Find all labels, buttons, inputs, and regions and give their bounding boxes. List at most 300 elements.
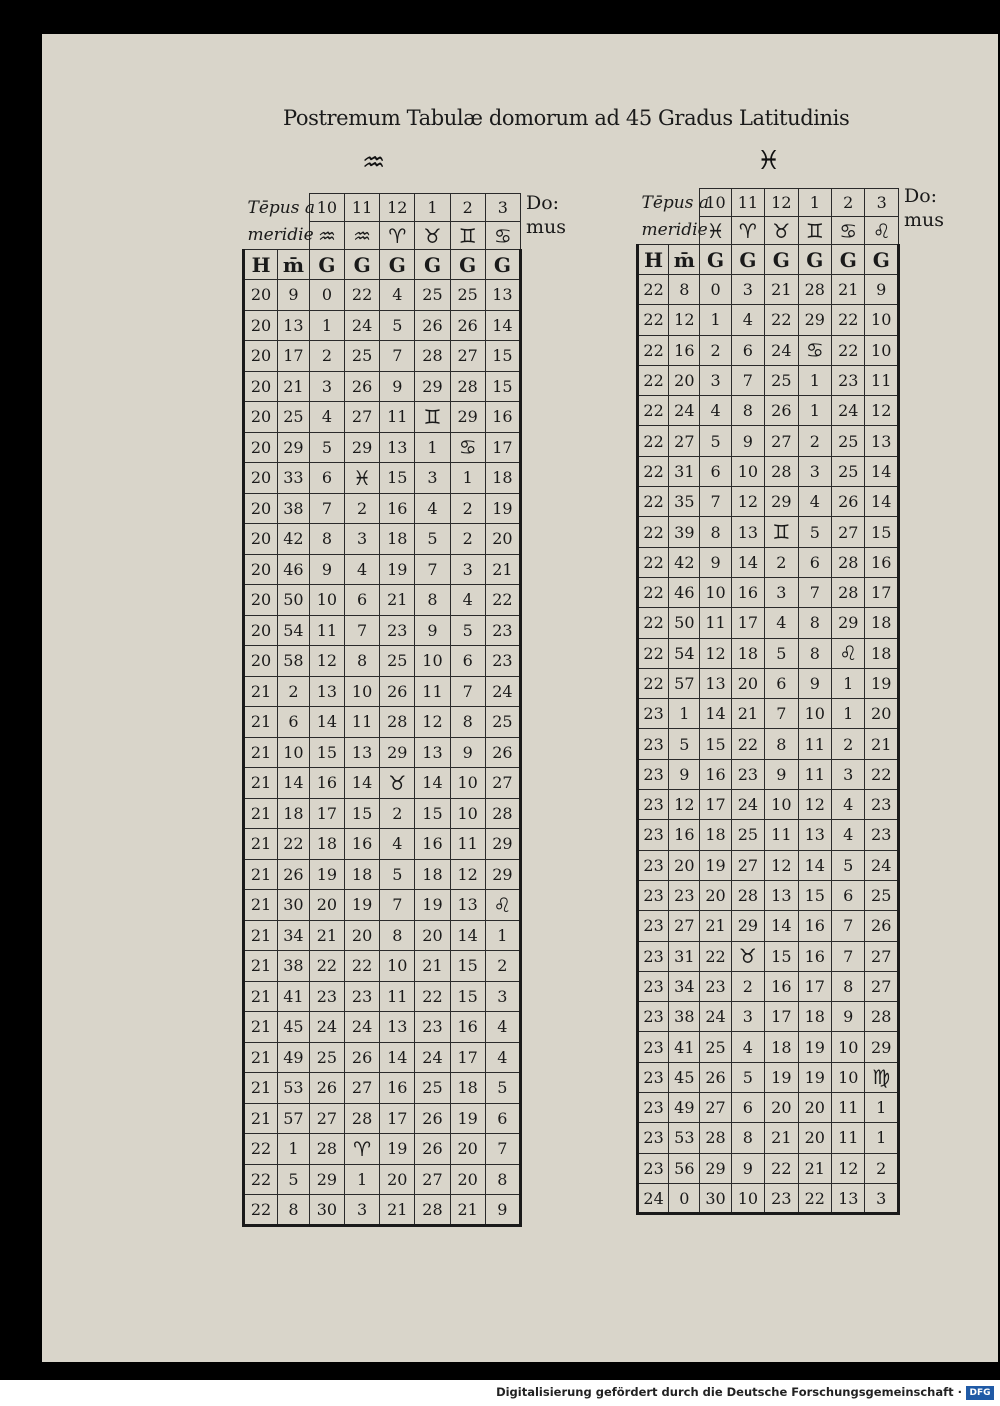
- zodiac-sign-cell: ♉: [415, 222, 450, 250]
- table-cell: 4: [415, 493, 450, 524]
- table-cell: 29: [798, 305, 831, 335]
- table-cell: 9: [832, 1002, 865, 1032]
- table-cell: 16: [380, 493, 415, 524]
- table-cell: 6: [345, 585, 380, 616]
- table-cell: 23: [638, 941, 669, 971]
- table-cell: 3: [485, 981, 520, 1012]
- table-cell: 45: [278, 1012, 310, 1043]
- table-cell: 16: [731, 577, 764, 607]
- table-cell: 12: [669, 790, 700, 820]
- table-cell: 2: [278, 676, 310, 707]
- table-cell: 20: [244, 280, 278, 311]
- table-cell: 23: [638, 1153, 669, 1183]
- table-cell: 13: [485, 280, 520, 311]
- table-row: [638, 729, 899, 759]
- table-cell: 24: [731, 790, 764, 820]
- table-cell: 22: [638, 547, 669, 577]
- table-cell: 22: [765, 1153, 798, 1183]
- table-cell: 22: [345, 951, 380, 982]
- table-cell: 22: [278, 829, 310, 860]
- table-row: [638, 1183, 899, 1213]
- table-cell: 28: [832, 577, 865, 607]
- table-cell: 2: [450, 493, 485, 524]
- table-cell: 23: [638, 699, 669, 729]
- table-cell: 14: [415, 768, 450, 799]
- table-cell: 8: [485, 1164, 520, 1195]
- table-cell: 3: [832, 759, 865, 789]
- table-cell: 22: [865, 759, 899, 789]
- table-cell: 8: [278, 1195, 310, 1226]
- zodiac-sign-cell: ♋: [832, 217, 865, 245]
- table-row: [244, 646, 521, 677]
- table-cell: 20: [669, 365, 700, 395]
- table-cell: 23: [485, 615, 520, 646]
- table-cell: 25: [415, 1073, 450, 1104]
- table-cell: 16: [798, 911, 831, 941]
- table-cell: 19: [309, 859, 344, 890]
- table-cell: 20: [244, 615, 278, 646]
- table-cell: 28: [450, 371, 485, 402]
- table-cell: 27: [700, 1093, 731, 1123]
- table-cell: 19: [450, 1103, 485, 1134]
- table-cell: 9: [865, 275, 899, 305]
- table-row: [638, 911, 899, 941]
- table-cell: 7: [415, 554, 450, 585]
- table-cell: 21: [485, 554, 520, 585]
- unit-header: G: [731, 245, 764, 275]
- table-cell: 5: [731, 1062, 764, 1092]
- table-cell: 2: [865, 1153, 899, 1183]
- table-row: [638, 1123, 899, 1153]
- table-cell: 29: [765, 487, 798, 517]
- unit-header: H: [244, 250, 278, 280]
- time-label: Tēpus a: [641, 192, 709, 213]
- table-cell: 28: [309, 1134, 344, 1165]
- table-cell: 27: [832, 517, 865, 547]
- table-cell: 15: [450, 951, 485, 982]
- table-cell: 46: [669, 577, 700, 607]
- table-cell: 23: [380, 615, 415, 646]
- table-row: [244, 1012, 521, 1043]
- table-cell: 20: [244, 493, 278, 524]
- table-row: [638, 1062, 899, 1092]
- table-cell: 0: [309, 280, 344, 311]
- table-cell: 28: [345, 1103, 380, 1134]
- table-cell: 7: [485, 1134, 520, 1165]
- table-cell: 23: [638, 1123, 669, 1153]
- table-cell: 9: [765, 759, 798, 789]
- table-cell: 18: [798, 1002, 831, 1032]
- table-cell: 16: [669, 820, 700, 850]
- table-cell: 1: [415, 432, 450, 463]
- house-number: 1: [415, 194, 450, 222]
- table-row: [638, 850, 899, 880]
- table-cell: 14: [380, 1042, 415, 1073]
- table-cell: 25: [485, 707, 520, 738]
- time-label: Tēpus a: [247, 197, 315, 218]
- house-table-right: [636, 188, 900, 1215]
- table-cell: 2: [485, 951, 520, 982]
- table-row: [638, 1032, 899, 1062]
- table-cell: 17: [765, 1002, 798, 1032]
- table-cell: 9: [450, 737, 485, 768]
- table-cell: 10: [865, 335, 899, 365]
- table-cell: 2: [832, 729, 865, 759]
- house-number: 12: [765, 189, 798, 217]
- table-row: [638, 487, 899, 517]
- table-cell: 27: [865, 941, 899, 971]
- table-cell: 7: [731, 365, 764, 395]
- table-row: [638, 517, 899, 547]
- table-cell: 9: [415, 615, 450, 646]
- table-cell: 0: [700, 275, 731, 305]
- table-row: [244, 890, 521, 921]
- table-cell: 8: [765, 729, 798, 759]
- table-row: [244, 1073, 521, 1104]
- table-cell: 39: [669, 517, 700, 547]
- table-cell: 41: [278, 981, 310, 1012]
- table-cell: 28: [485, 798, 520, 829]
- table-cell: 25: [278, 402, 310, 433]
- table-cell: 20: [244, 341, 278, 372]
- table-cell: 4: [832, 820, 865, 850]
- table-cell: 16: [669, 335, 700, 365]
- table-cell: 2: [731, 971, 764, 1001]
- table-cell: 49: [669, 1093, 700, 1123]
- table-cell: 9: [731, 426, 764, 456]
- table-cell: 2: [380, 798, 415, 829]
- table-cell: 11: [765, 820, 798, 850]
- table-cell: 8: [731, 1123, 764, 1153]
- table-row: [638, 396, 899, 426]
- table-row: [244, 920, 521, 951]
- table-cell: 20: [450, 1134, 485, 1165]
- table-cell: 20: [380, 1164, 415, 1195]
- table-cell: 22: [638, 608, 669, 638]
- table-row: [244, 798, 521, 829]
- table-cell: 20: [244, 402, 278, 433]
- domus-label-left: Do: mus: [526, 192, 567, 238]
- table-cell: 11: [309, 615, 344, 646]
- table-cell: 9: [485, 1195, 520, 1226]
- table-cell: 12: [865, 396, 899, 426]
- table-cell: 23: [638, 971, 669, 1001]
- table-cell: 20: [244, 463, 278, 494]
- table-cell: 30: [278, 890, 310, 921]
- table-cell: 2: [700, 335, 731, 365]
- table-cell: 20: [865, 699, 899, 729]
- table-cell: 21: [865, 729, 899, 759]
- table-cell: 1: [669, 699, 700, 729]
- table-cell: 21: [700, 911, 731, 941]
- aquarius-sign-heading: ♒: [362, 148, 386, 178]
- table-cell: 18: [380, 524, 415, 555]
- table-cell: 25: [731, 820, 764, 850]
- table-cell: 22: [309, 951, 344, 982]
- table-cell: 3: [415, 463, 450, 494]
- house-number: 12: [380, 194, 415, 222]
- house-number: 3: [865, 189, 899, 217]
- table-cell: 26: [450, 310, 485, 341]
- table-cell: 20: [244, 585, 278, 616]
- table-cell: 22: [638, 365, 669, 395]
- table-cell: 19: [380, 554, 415, 585]
- table-row: [638, 699, 899, 729]
- table-row: [244, 524, 521, 555]
- table-cell: 6: [700, 456, 731, 486]
- table-row: [244, 859, 521, 890]
- table-cell: 1: [865, 1123, 899, 1153]
- table-cell: 23: [638, 1002, 669, 1032]
- table-row: [244, 585, 521, 616]
- table-cell: 19: [345, 890, 380, 921]
- table-cell: 6: [309, 463, 344, 494]
- table-cell: 21: [244, 798, 278, 829]
- table-cell: 4: [450, 585, 485, 616]
- table-cell: 13: [309, 676, 344, 707]
- table-cell: 27: [669, 426, 700, 456]
- table-cell: 8: [832, 971, 865, 1001]
- table-cell: 26: [415, 310, 450, 341]
- table-cell: 5: [485, 1073, 520, 1104]
- table-cell: 23: [638, 759, 669, 789]
- table-cell: 26: [345, 1042, 380, 1073]
- table-cell: 5: [798, 517, 831, 547]
- table-cell: 23: [700, 971, 731, 1001]
- table-cell: 13: [278, 310, 310, 341]
- table-cell: 34: [669, 971, 700, 1001]
- table-cell: 14: [798, 850, 831, 880]
- table-cell: 4: [485, 1012, 520, 1043]
- table-cell: 29: [450, 402, 485, 433]
- table-cell: 13: [765, 880, 798, 910]
- table-cell: 5: [450, 615, 485, 646]
- table-cell: 13: [450, 890, 485, 921]
- table-cell: 13: [832, 1183, 865, 1213]
- table-row: [638, 1093, 899, 1123]
- table-row: [638, 305, 899, 335]
- table-cell: 25: [345, 341, 380, 372]
- table-cell: 22: [832, 305, 865, 335]
- table-cell: 56: [669, 1153, 700, 1183]
- table-cell: 15: [345, 798, 380, 829]
- table-cell: 10: [415, 646, 450, 677]
- table-cell: 15: [765, 941, 798, 971]
- table-cell: 24: [309, 1012, 344, 1043]
- table-cell: 18: [345, 859, 380, 890]
- table-cell: 42: [669, 547, 700, 577]
- table-cell: 18: [865, 608, 899, 638]
- table-cell: 22: [638, 426, 669, 456]
- table-cell: 14: [765, 911, 798, 941]
- table-cell: 12: [309, 646, 344, 677]
- table-cell: 10: [765, 790, 798, 820]
- dfg-logo: DFG: [966, 1386, 994, 1400]
- table-cell: 10: [345, 676, 380, 707]
- unit-header: H: [638, 245, 669, 275]
- table-cell: 19: [485, 493, 520, 524]
- table-cell: 20: [798, 1093, 831, 1123]
- table-cell: 25: [700, 1032, 731, 1062]
- table-cell: 7: [798, 577, 831, 607]
- table-cell: 29: [380, 737, 415, 768]
- table-cell: 23: [638, 820, 669, 850]
- table-cell: 21: [244, 829, 278, 860]
- table-cell: 24: [345, 310, 380, 341]
- table-cell: 3: [450, 554, 485, 585]
- table-cell: 22: [345, 280, 380, 311]
- table-cell: 16: [450, 1012, 485, 1043]
- table-cell: 22: [638, 456, 669, 486]
- table-cell: 4: [309, 402, 344, 433]
- table-cell: 15: [700, 729, 731, 759]
- table-cell: 21: [380, 585, 415, 616]
- table-cell: 8: [669, 275, 700, 305]
- table-row: [638, 426, 899, 456]
- table-cell: 22: [700, 941, 731, 971]
- table-row: [244, 280, 521, 311]
- table-row: [244, 951, 521, 982]
- table-cell: 15: [485, 341, 520, 372]
- table-cell: 5: [309, 432, 344, 463]
- table-cell: 10: [450, 768, 485, 799]
- table-cell: 2: [765, 547, 798, 577]
- table-cell: 23: [638, 1093, 669, 1123]
- table-row: [244, 707, 521, 738]
- table-row: [244, 1103, 521, 1134]
- zodiac-sign-cell: ♓: [700, 217, 731, 245]
- house-number: 3: [485, 194, 520, 222]
- table-cell: 1: [798, 396, 831, 426]
- table-cell: 54: [669, 638, 700, 668]
- table-cell: 27: [309, 1103, 344, 1134]
- table-cell: 18: [450, 1073, 485, 1104]
- table-cell: 18: [700, 820, 731, 850]
- table-cell: 38: [278, 493, 310, 524]
- table-cell: 45: [669, 1062, 700, 1092]
- table-cell: 7: [380, 890, 415, 921]
- table-cell: 19: [700, 850, 731, 880]
- table-cell: 4: [380, 829, 415, 860]
- table-cell: 21: [244, 737, 278, 768]
- table-cell: 5: [380, 310, 415, 341]
- table-cell: 13: [700, 668, 731, 698]
- unit-header: G: [450, 250, 485, 280]
- table-cell: 22: [765, 305, 798, 335]
- table-cell: 16: [415, 829, 450, 860]
- table-cell: 28: [415, 341, 450, 372]
- table-cell: 21: [798, 1153, 831, 1183]
- table-cell: 10: [309, 585, 344, 616]
- table-cell: 8: [415, 585, 450, 616]
- table-cell: 14: [731, 547, 764, 577]
- table-cell: 4: [485, 1042, 520, 1073]
- table-cell: 13: [380, 432, 415, 463]
- table-cell: 1: [309, 310, 344, 341]
- unit-header: G: [415, 250, 450, 280]
- table-row: [244, 1164, 521, 1195]
- table-cell: 23: [832, 365, 865, 395]
- table-cell: 11: [798, 729, 831, 759]
- table-cell: 21: [244, 676, 278, 707]
- table-cell: 25: [309, 1042, 344, 1073]
- table-cell: 3: [765, 577, 798, 607]
- pisces-sign-heading: ♓: [757, 146, 781, 176]
- table-cell: 11: [832, 1093, 865, 1123]
- table-cell: 21: [731, 699, 764, 729]
- table-cell: 23: [309, 981, 344, 1012]
- table-cell: 1: [450, 463, 485, 494]
- table-cell: 15: [485, 371, 520, 402]
- table-cell: 14: [345, 768, 380, 799]
- zodiac-sign-cell: ♉: [380, 768, 415, 799]
- table-cell: 1: [832, 699, 865, 729]
- table-cell: 16: [380, 1073, 415, 1104]
- table-cell: 20: [244, 646, 278, 677]
- table-cell: 18: [731, 638, 764, 668]
- table-cell: 20: [450, 1164, 485, 1195]
- table-cell: 1: [345, 1164, 380, 1195]
- unit-header: G: [700, 245, 731, 275]
- table-row: [244, 554, 521, 585]
- table-cell: 8: [450, 707, 485, 738]
- table-cell: 24: [700, 1002, 731, 1032]
- table-cell: 14: [865, 456, 899, 486]
- table-cell: 10: [731, 456, 764, 486]
- table-cell: 5: [700, 426, 731, 456]
- table-cell: 24: [415, 1042, 450, 1073]
- table-row: [638, 335, 899, 365]
- table-row: [244, 341, 521, 372]
- table-cell: 53: [278, 1073, 310, 1104]
- table-row: [244, 676, 521, 707]
- house-number: 10: [700, 189, 731, 217]
- unit-header: G: [309, 250, 344, 280]
- table-cell: 7: [345, 615, 380, 646]
- table-cell: 38: [278, 951, 310, 982]
- table-cell: 26: [278, 859, 310, 890]
- table-cell: 24: [485, 676, 520, 707]
- zodiac-sign-cell: ♈: [380, 222, 415, 250]
- table-cell: 17: [798, 971, 831, 1001]
- table-cell: 27: [669, 911, 700, 941]
- meridie-label: meridie: [247, 225, 314, 246]
- table-cell: 17: [700, 790, 731, 820]
- table-cell: 27: [485, 768, 520, 799]
- table-cell: 12: [700, 638, 731, 668]
- table-cell: 5: [380, 859, 415, 890]
- table-row: [244, 432, 521, 463]
- table-cell: 21: [244, 1103, 278, 1134]
- table-cell: 25: [380, 646, 415, 677]
- table-cell: 1: [278, 1134, 310, 1165]
- table-cell: 29: [731, 911, 764, 941]
- table-cell: 27: [345, 402, 380, 433]
- table-cell: 9: [380, 371, 415, 402]
- table-cell: 28: [700, 1123, 731, 1153]
- table-cell: 28: [832, 547, 865, 577]
- table-cell: 15: [415, 798, 450, 829]
- table-cell: 49: [278, 1042, 310, 1073]
- table-row: [244, 615, 521, 646]
- table-cell: 16: [309, 768, 344, 799]
- table-cell: 4: [798, 487, 831, 517]
- table-cell: 8: [798, 608, 831, 638]
- table-cell: 18: [485, 463, 520, 494]
- unit-header: G: [765, 245, 798, 275]
- table-cell: 26: [700, 1062, 731, 1092]
- table-cell: 16: [485, 402, 520, 433]
